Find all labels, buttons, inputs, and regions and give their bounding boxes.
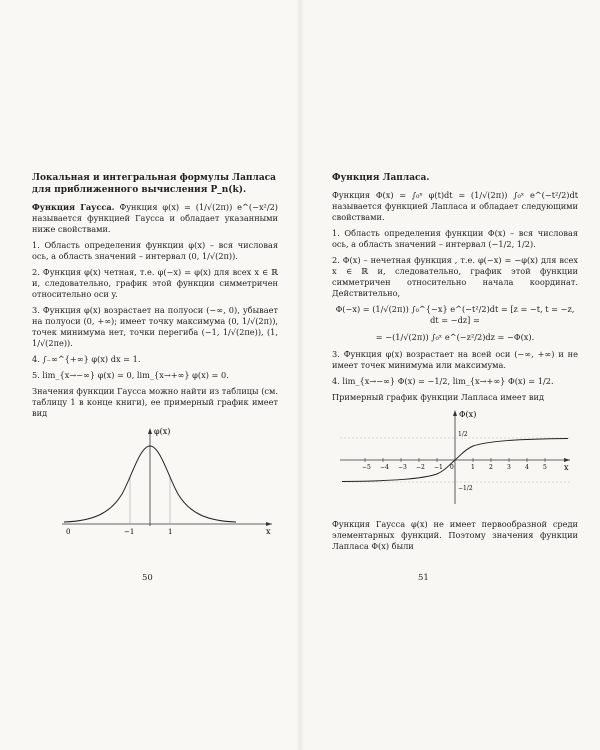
gauss-property-4: 4. ∫₋∞^{+∞} φ(x) dx = 1. bbox=[32, 354, 141, 364]
laplace-property-1: 1. Область определения функции Φ(x) – вся числовая ось, а область значений – интервал (−1/2, 1/2). bbox=[332, 228, 578, 249]
page-right bbox=[300, 0, 600, 750]
x-tick-3: 3 bbox=[507, 464, 511, 471]
y-axis-arrow-icon bbox=[148, 428, 152, 434]
laplace-intro: Функция Φ(x) = ∫₀ˣ φ(t)dt = (1/√(2π)) ∫₀ˣ e^(−t²/2)dt называется функцией Лапласа и обладает следующими свойствами. bbox=[332, 190, 578, 222]
gauss-graph bbox=[32, 424, 278, 549]
laplace-property-4: 4. lim_{x→−∞} Φ(x) = −1/2, lim_{x→+∞} Φ(x) = 1/2. bbox=[332, 376, 554, 386]
book-gutter bbox=[296, 0, 304, 750]
left-column bbox=[32, 172, 278, 552]
gauss-intro-text: Функция φ(x) = (1/√(2π)) e^(−x²/2) называется функцией Гаусса и обладает указанными ниже свойствами. bbox=[32, 202, 278, 234]
x-tick-minus-3: −3 bbox=[398, 464, 407, 471]
gauss-property-3: 3. Функция φ(x) возрастает на полуоси (−∞, 0), убывает на полуоси (0, +∞); имеет точку максимума (0, 1/√(2π)), точек минимума нет, точки перегиба (−1, 1/√(2πe)), (1, 1/√(2πe)). bbox=[32, 305, 278, 348]
laplace-property-3: 3. Функция φ(x) возрастает на всей оси (−∞, +∞) и не имеет точек минимума или максимума. bbox=[332, 349, 578, 370]
gauss-property-5: 5. lim_{x→−∞} φ(x) = 0, lim_{x→+∞} φ(x) = 0. bbox=[32, 370, 229, 380]
laplace-graph bbox=[332, 408, 578, 506]
x-tick-minus-5: −5 bbox=[362, 464, 371, 471]
laplace-closing: Функция Гаусса φ(x) не имеет первообразной среди элементарных функций. Поэтому значения функции Лапласа Φ(x) были bbox=[332, 519, 578, 551]
x-axis-label: x bbox=[266, 527, 271, 536]
tick-label-minus-1: −1 bbox=[124, 528, 135, 536]
x-axis-arrow-icon bbox=[564, 458, 570, 462]
tick-label-0: 0 bbox=[66, 528, 71, 536]
page-number-left: 50 bbox=[142, 573, 153, 583]
x-tick-2: 2 bbox=[489, 464, 493, 471]
x-tick-0: 0 bbox=[450, 464, 454, 471]
gauss-property-1: 1. Область определения функции φ(x) – вся числовая ось, а область значений – интервал (0, 1/√(2π)). bbox=[32, 240, 278, 261]
oddness-formula-line-1: Φ(−x) = (1/√(2π)) ∫₀^{−x} e^(−t²/2)dt = [z = −t, t = −z, dt = −dz] = bbox=[335, 304, 575, 325]
tick-label-1: 1 bbox=[168, 528, 173, 536]
oddness-formula-line-2: = −(1/√(2π)) ∫₀ˣ e^(−z²/2)dz = −Φ(x). bbox=[375, 332, 535, 342]
gauss-label: Функция Гаусса. bbox=[32, 202, 115, 212]
gauss-property-2: 2. Функция φ(x) четная, т.е. φ(−x) = φ(x) для всех x ∈ ℝ и, следовательно, график этой функции симметричен относительно оси y. bbox=[32, 267, 278, 299]
x-tick-minus-4: −4 bbox=[380, 464, 389, 471]
x-tick-minus-1: −1 bbox=[434, 464, 443, 471]
x-tick-5: 5 bbox=[543, 464, 547, 471]
y-axis-label: φ(x) bbox=[154, 427, 171, 436]
section-title: Локальная и интегральная формулы Лапласа для приближенного вычисления P_n(k). bbox=[32, 173, 276, 195]
right-column bbox=[332, 172, 578, 557]
laplace-graph-intro: Примерный график функции Лапласа имеет вид bbox=[332, 392, 544, 402]
y-axis-arrow-icon bbox=[453, 410, 457, 416]
gauss-intro bbox=[32, 202, 278, 235]
gauss-closing: Значения функции Гаусса можно найти из таблицы (см. таблицу 1 в конце книги), ее примерный график имеет вид bbox=[32, 386, 278, 418]
x-axis-label: x bbox=[564, 463, 569, 472]
y-tick-half: 1/2 bbox=[458, 431, 468, 438]
x-axis-arrow-icon bbox=[266, 522, 272, 526]
x-tick-minus-2: −2 bbox=[416, 464, 425, 471]
page-number-right: 51 bbox=[418, 573, 429, 583]
y-tick-minus-half: −1/2 bbox=[458, 485, 473, 492]
laplace-title: Функция Лапласа. bbox=[332, 173, 430, 183]
x-tick-4: 4 bbox=[525, 464, 529, 471]
laplace-property-2: 2. Φ(x) – нечетная функция , т.е. φ(−x) = −φ(x) для всех x ∈ ℝ и, следовательно, график этой функции симметричен относительно начала координат. Действительно, bbox=[332, 255, 578, 298]
x-tick-1: 1 bbox=[471, 464, 475, 471]
y-axis-label: Φ(x) bbox=[459, 410, 477, 419]
